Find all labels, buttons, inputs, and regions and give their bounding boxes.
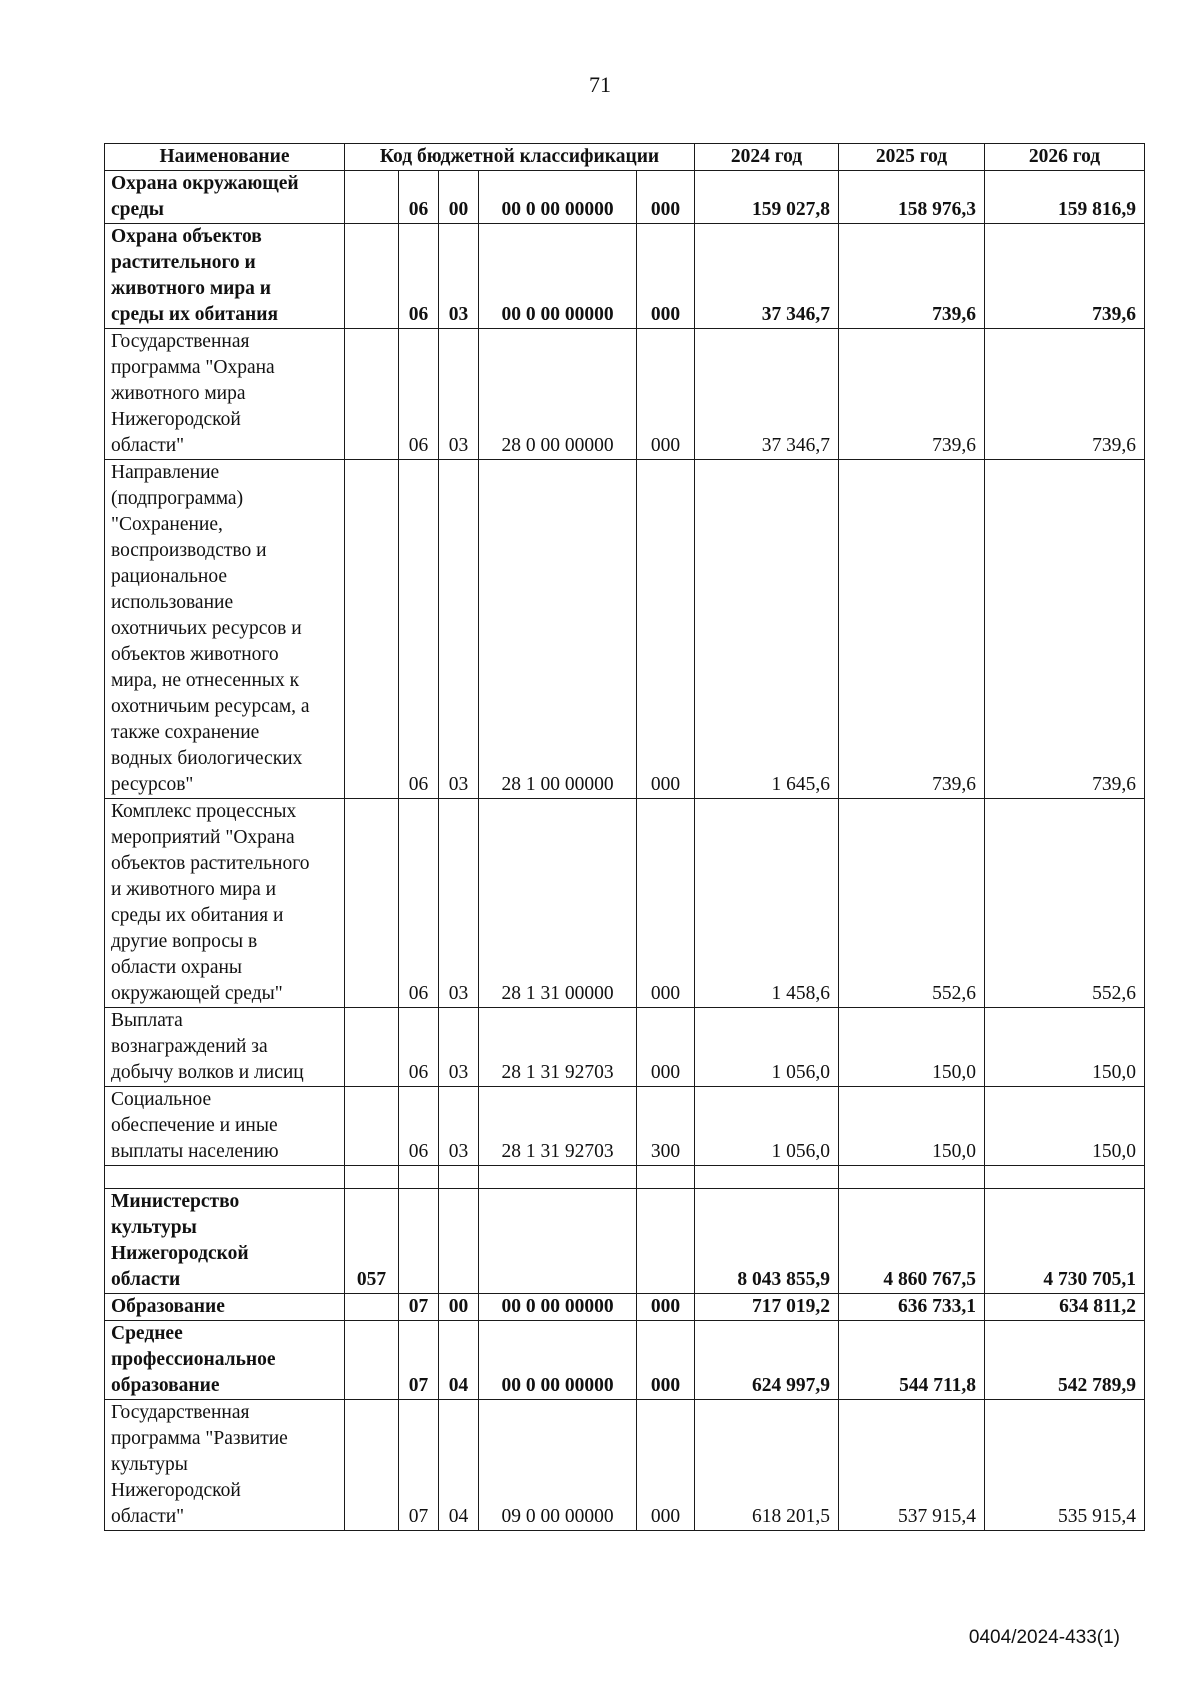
cell-ministry-code	[345, 1008, 399, 1087]
cell-amount-2026: 634 811,2	[985, 1294, 1145, 1321]
cell-expense-type-code: 300	[637, 1087, 695, 1166]
cell-amount-2026: 535 915,4	[985, 1400, 1145, 1531]
cell-subsection-code: 04	[439, 1321, 479, 1400]
cell-expense-type-code: 000	[637, 1294, 695, 1321]
name-line: объектов животного	[111, 644, 279, 665]
cell-section-code: 07	[399, 1400, 439, 1531]
empty-cell	[479, 1166, 637, 1189]
name-line: водных биологических	[111, 748, 303, 769]
cell-name	[105, 1008, 345, 1087]
cell-ministry-code	[345, 1294, 399, 1321]
name-line: профессиональное	[111, 1349, 276, 1370]
cell-subsection-code: 03	[439, 799, 479, 1008]
name-line: рациональное	[111, 566, 227, 587]
name-line: Среднее	[111, 1323, 183, 1344]
cell-amount-2024: 1 458,6	[695, 799, 839, 1008]
cell-subsection-code	[439, 1189, 479, 1294]
cell-amount-2026: 739,6	[985, 329, 1145, 460]
cell-amount-2024: 624 997,9	[695, 1321, 839, 1400]
cell-ministry-code	[345, 1087, 399, 1166]
cell-section-code: 07	[399, 1321, 439, 1400]
table-row	[105, 799, 1145, 1008]
table-row	[105, 171, 1145, 224]
name-line: Направление	[111, 462, 220, 483]
cell-target-code: 28 1 00 00000	[479, 460, 637, 799]
cell-ministry-code: 057	[345, 1189, 399, 1294]
cell-amount-2026: 739,6	[985, 224, 1145, 329]
cell-amount-2026: 739,6	[985, 460, 1145, 799]
cell-name	[105, 1400, 345, 1531]
name-line: и животного мира и	[111, 879, 277, 900]
cell-target-code: 00 0 00 00000	[479, 171, 637, 224]
name-line: среды их обитания и	[111, 905, 284, 926]
cell-expense-type-code: 000	[637, 171, 695, 224]
empty-cell	[637, 1166, 695, 1189]
cell-expense-type-code: 000	[637, 224, 695, 329]
cell-target-code: 28 1 31 92703	[479, 1008, 637, 1087]
name-line: использование	[111, 592, 234, 613]
empty-cell	[695, 1166, 839, 1189]
spacer-row	[105, 1166, 1145, 1189]
cell-ministry-code	[345, 329, 399, 460]
cell-target-code: 28 1 31 00000	[479, 799, 637, 1008]
name-line: области охраны	[111, 957, 243, 978]
name-line: растительного и	[111, 252, 256, 273]
cell-subsection-code: 00	[439, 1294, 479, 1321]
cell-subsection-code: 03	[439, 1008, 479, 1087]
cell-target-code: 00 0 00 00000	[479, 224, 637, 329]
header-budget-code: Код бюджетной классификации	[345, 144, 695, 171]
name-line: Министерство	[111, 1191, 240, 1212]
name-line: животного мира и	[111, 278, 272, 299]
name-line: Нижегородской	[111, 409, 241, 430]
name-line: другие вопросы в	[111, 931, 258, 952]
cell-subsection-code: 03	[439, 460, 479, 799]
cell-section-code: 06	[399, 1087, 439, 1166]
cell-target-code: 28 1 31 92703	[479, 1087, 637, 1166]
cell-name	[105, 460, 345, 799]
cell-amount-2025: 636 733,1	[839, 1294, 985, 1321]
cell-target-code: 09 0 00 00000	[479, 1400, 637, 1531]
name-line: программа "Охрана	[111, 357, 275, 378]
cell-amount-2024: 8 043 855,9	[695, 1189, 839, 1294]
cell-amount-2025: 739,6	[839, 460, 985, 799]
cell-section-code: 06	[399, 329, 439, 460]
cell-amount-2026: 4 730 705,1	[985, 1189, 1145, 1294]
table-row	[105, 1189, 1145, 1294]
name-line: Охрана объектов	[111, 226, 262, 247]
name-line: воспроизводство и	[111, 540, 267, 561]
empty-cell	[399, 1166, 439, 1189]
name-line: Нижегородской	[111, 1480, 241, 1501]
document-reference: 0404/2024-433(1)	[968, 1627, 1120, 1648]
cell-expense-type-code: 000	[637, 460, 695, 799]
cell-expense-type-code: 000	[637, 329, 695, 460]
cell-subsection-code: 03	[439, 1087, 479, 1166]
cell-name	[105, 799, 345, 1008]
cell-amount-2026: 552,6	[985, 799, 1145, 1008]
cell-name	[105, 1189, 345, 1294]
header-year-2026: 2026 год	[985, 144, 1145, 171]
cell-amount-2024: 37 346,7	[695, 224, 839, 329]
cell-section-code	[399, 1189, 439, 1294]
cell-expense-type-code: 000	[637, 1321, 695, 1400]
budget-table	[104, 143, 1145, 1531]
empty-cell	[839, 1166, 985, 1189]
cell-ministry-code	[345, 171, 399, 224]
header-year-2025: 2025 год	[839, 144, 985, 171]
header-year-2024: 2024 год	[695, 144, 839, 171]
name-line: мира, не отнесенных к	[111, 670, 300, 691]
name-line: (подпрограмма)	[111, 488, 244, 509]
name-line: окружающей среды"	[111, 983, 283, 1004]
table-header-row	[105, 144, 1145, 171]
empty-cell	[439, 1166, 479, 1189]
cell-amount-2025: 739,6	[839, 224, 985, 329]
cell-amount-2025: 150,0	[839, 1008, 985, 1087]
cell-expense-type-code	[637, 1189, 695, 1294]
table-row	[105, 1294, 1145, 1321]
cell-amount-2025: 739,6	[839, 329, 985, 460]
name-line: Образование	[111, 1296, 225, 1317]
name-line: мероприятий "Охрана	[111, 827, 295, 848]
cell-expense-type-code: 000	[637, 1008, 695, 1087]
cell-amount-2026: 150,0	[985, 1087, 1145, 1166]
name-line: Выплата	[111, 1010, 183, 1031]
name-line: Социальное	[111, 1089, 212, 1110]
cell-subsection-code: 04	[439, 1400, 479, 1531]
cell-section-code: 06	[399, 224, 439, 329]
cell-section-code: 07	[399, 1294, 439, 1321]
name-line: Государственная	[111, 331, 250, 352]
name-line: добычу волков и лисиц	[111, 1062, 304, 1083]
cell-section-code: 06	[399, 171, 439, 224]
table-row	[105, 329, 1145, 460]
name-line: среды их обитания	[111, 304, 279, 325]
table-row	[105, 224, 1145, 329]
name-line: области"	[111, 1506, 185, 1527]
cell-amount-2024: 618 201,5	[695, 1400, 839, 1531]
cell-amount-2025: 537 915,4	[839, 1400, 985, 1531]
cell-target-code: 00 0 00 00000	[479, 1294, 637, 1321]
cell-ministry-code	[345, 460, 399, 799]
table-row	[105, 1008, 1145, 1087]
cell-section-code: 06	[399, 460, 439, 799]
name-line: программа "Развитие	[111, 1428, 288, 1449]
name-line: животного мира	[111, 383, 246, 404]
name-line: охотничьим ресурсам, а	[111, 696, 310, 717]
table-row	[105, 1087, 1145, 1166]
table-row	[105, 1400, 1145, 1531]
cell-target-code: 28 0 00 00000	[479, 329, 637, 460]
cell-subsection-code: 03	[439, 224, 479, 329]
cell-name	[105, 1294, 345, 1321]
header-name: Наименование	[105, 144, 345, 171]
table-row	[105, 460, 1145, 799]
page-number: 71	[589, 72, 611, 97]
cell-ministry-code	[345, 1400, 399, 1531]
name-line: среды	[111, 199, 164, 220]
cell-amount-2024: 1 056,0	[695, 1008, 839, 1087]
name-line: обеспечение и иные	[111, 1115, 278, 1136]
cell-ministry-code	[345, 799, 399, 1008]
cell-ministry-code	[345, 224, 399, 329]
empty-cell	[345, 1166, 399, 1189]
cell-amount-2025: 552,6	[839, 799, 985, 1008]
cell-target-code	[479, 1189, 637, 1294]
name-line: культуры	[111, 1217, 197, 1238]
name-line: Нижегородской	[111, 1243, 249, 1264]
name-line: Охрана окружающей	[111, 173, 299, 194]
table-row	[105, 1321, 1145, 1400]
cell-amount-2026: 542 789,9	[985, 1321, 1145, 1400]
cell-ministry-code	[345, 1321, 399, 1400]
cell-amount-2024: 159 027,8	[695, 171, 839, 224]
name-line: Государственная	[111, 1402, 250, 1423]
cell-name	[105, 224, 345, 329]
cell-amount-2024: 37 346,7	[695, 329, 839, 460]
empty-cell	[985, 1166, 1145, 1189]
name-line: культуры	[111, 1454, 188, 1475]
name-line: образование	[111, 1375, 220, 1396]
name-line: выплаты населению	[111, 1141, 279, 1162]
name-line: вознаграждений за	[111, 1036, 268, 1057]
cell-amount-2024: 717 019,2	[695, 1294, 839, 1321]
cell-expense-type-code: 000	[637, 799, 695, 1008]
cell-amount-2025: 544 711,8	[839, 1321, 985, 1400]
cell-amount-2024: 1 645,6	[695, 460, 839, 799]
cell-subsection-code: 00	[439, 171, 479, 224]
cell-name	[105, 171, 345, 224]
name-line: "Сохранение,	[111, 514, 223, 535]
cell-amount-2024: 1 056,0	[695, 1087, 839, 1166]
cell-expense-type-code: 000	[637, 1400, 695, 1531]
cell-target-code: 00 0 00 00000	[479, 1321, 637, 1400]
cell-section-code: 06	[399, 1008, 439, 1087]
name-line: охотничьих ресурсов и	[111, 618, 302, 639]
cell-name	[105, 1321, 345, 1400]
cell-amount-2026: 159 816,9	[985, 171, 1145, 224]
name-line: объектов растительного	[111, 853, 310, 874]
name-line: Комплекс процессных	[111, 801, 297, 822]
cell-amount-2025: 4 860 767,5	[839, 1189, 985, 1294]
cell-name	[105, 1087, 345, 1166]
cell-subsection-code: 03	[439, 329, 479, 460]
name-line: также сохранение	[111, 722, 260, 743]
name-line: области"	[111, 435, 185, 456]
table-body	[105, 171, 1145, 1531]
cell-amount-2025: 158 976,3	[839, 171, 985, 224]
cell-amount-2026: 150,0	[985, 1008, 1145, 1087]
cell-amount-2025: 150,0	[839, 1087, 985, 1166]
cell-name	[105, 329, 345, 460]
name-line: области	[111, 1269, 181, 1290]
cell-section-code: 06	[399, 799, 439, 1008]
empty-cell	[105, 1166, 345, 1189]
name-line: ресурсов"	[111, 774, 194, 795]
